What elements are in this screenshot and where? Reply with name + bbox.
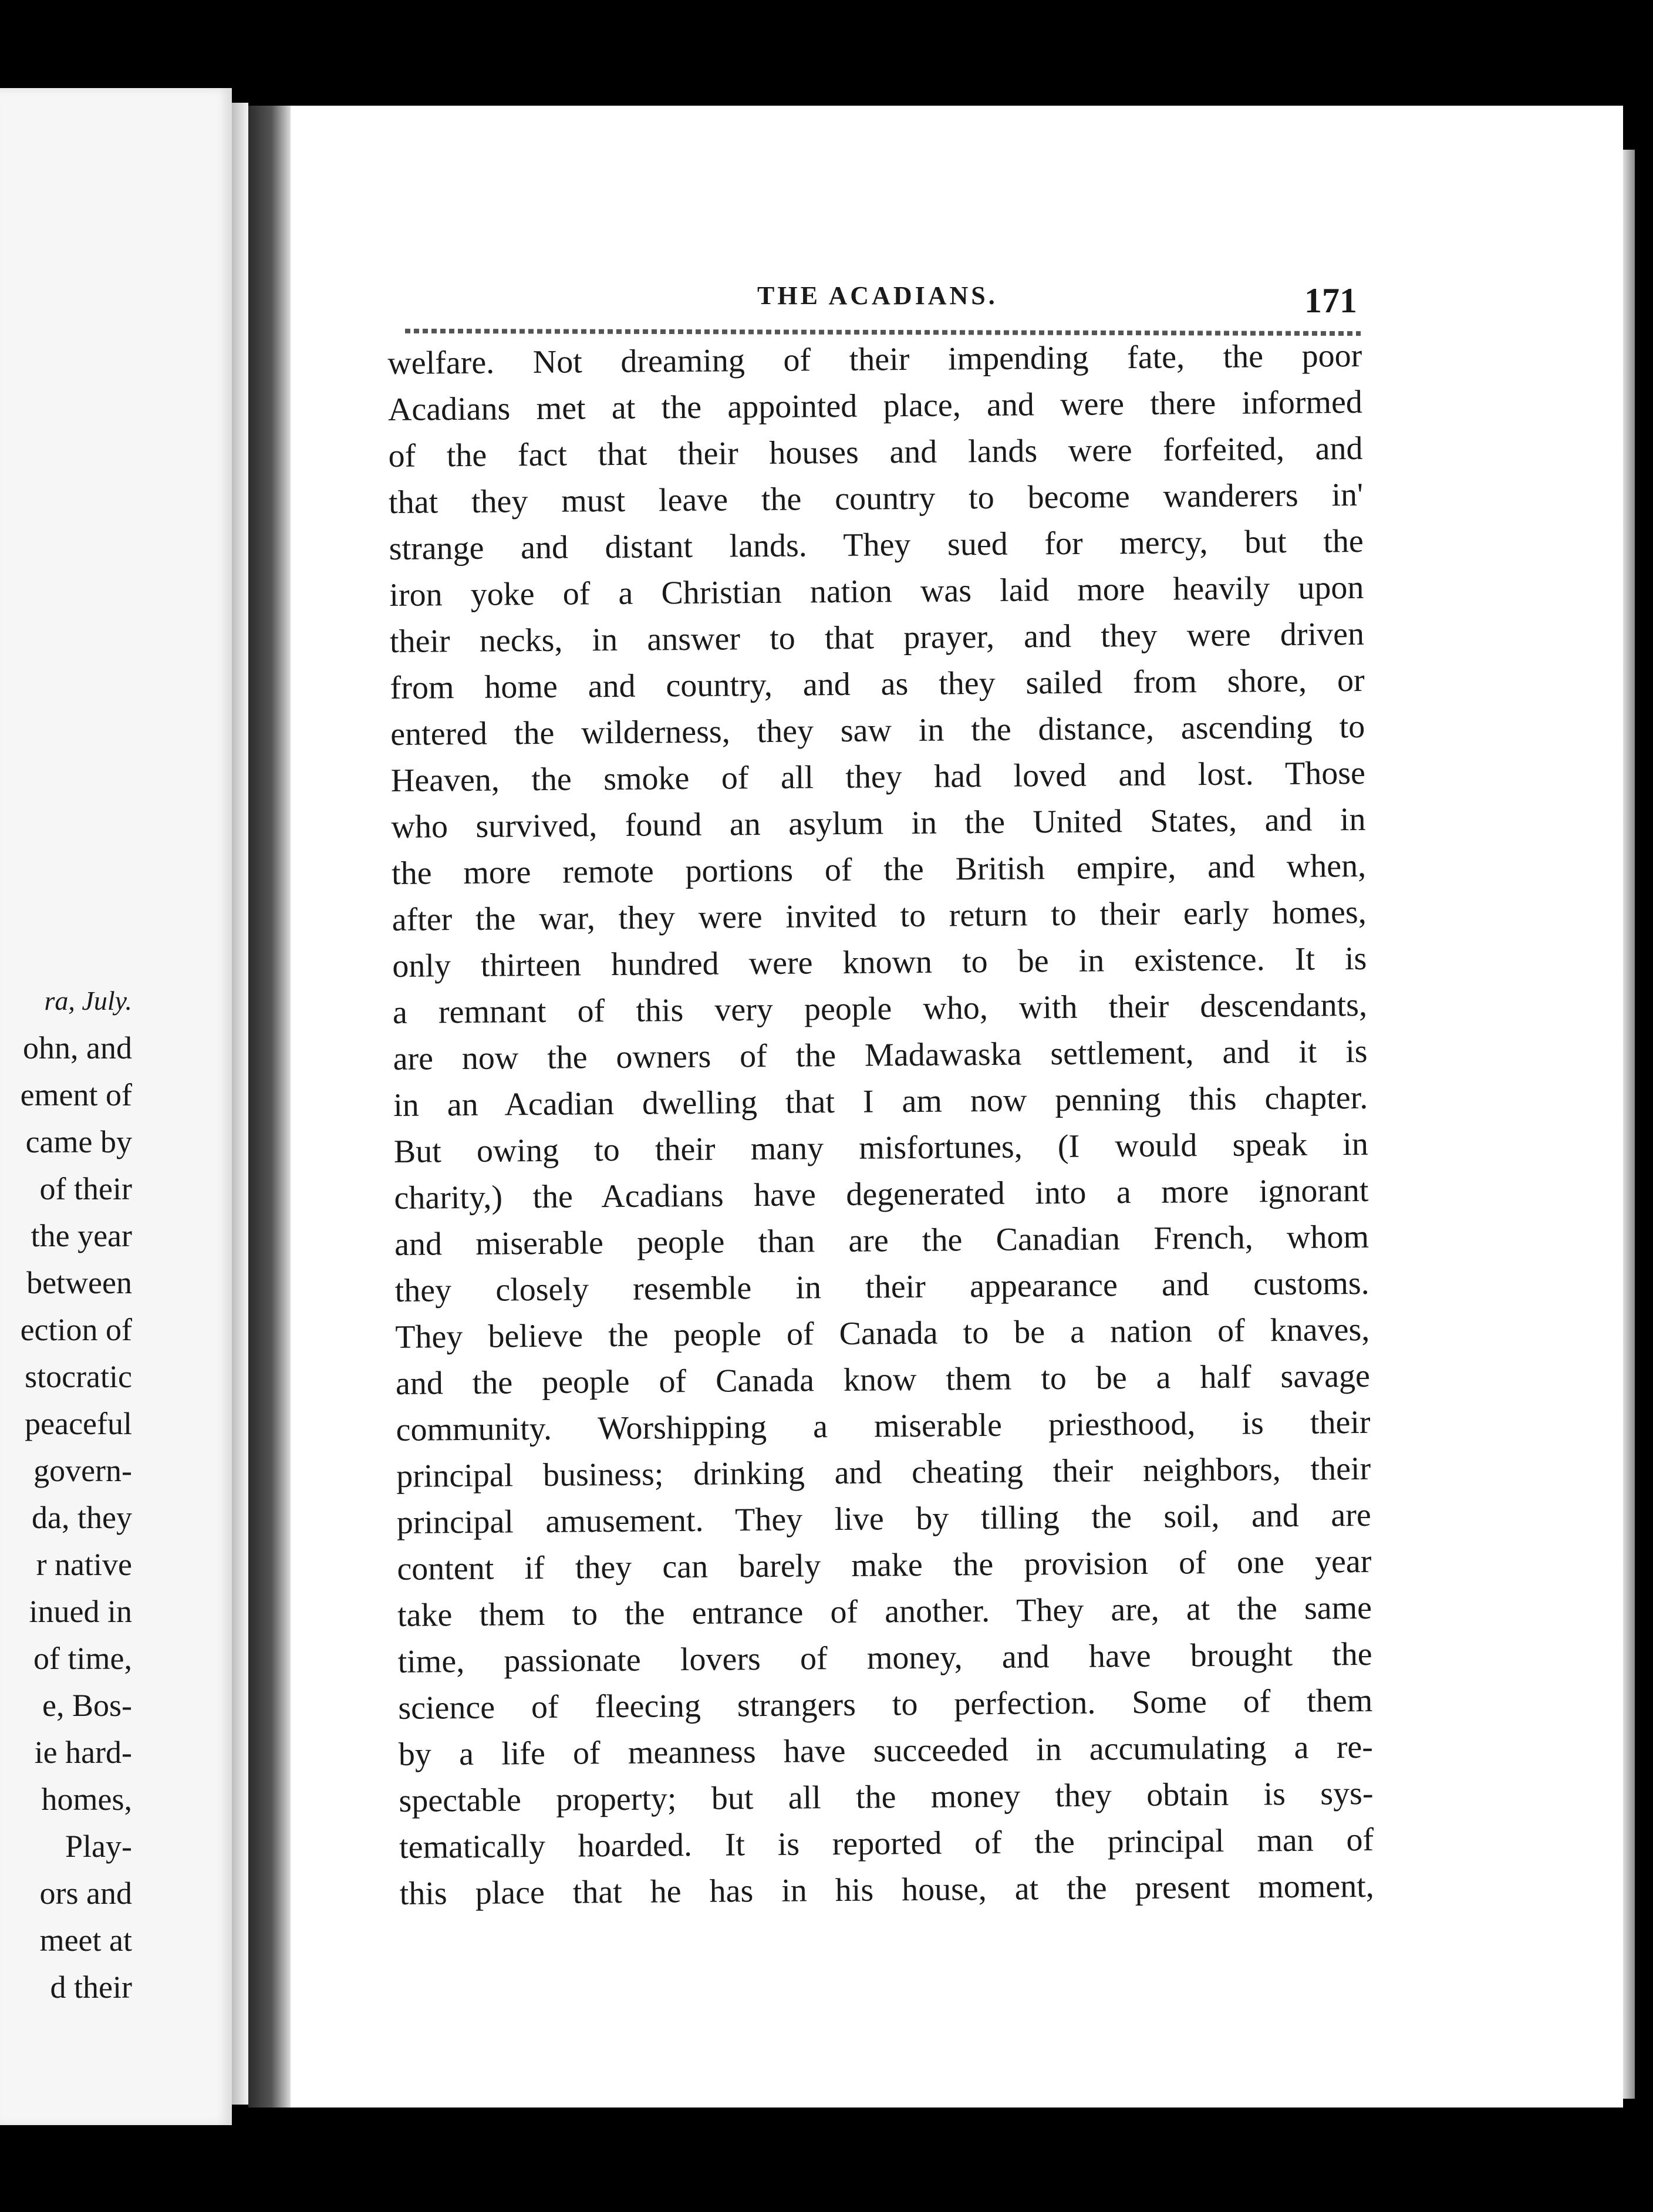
text-line: their necks, in answer to that prayer, and they were driven [389, 615, 1365, 660]
left-page-line: of their [39, 1171, 132, 1206]
left-page-line: ors and [39, 1876, 132, 1911]
left-page-line: stocratic [25, 1359, 132, 1394]
text-line: this place that he has in his house, at the present moment, [399, 1867, 1374, 1912]
text-line: are now the owners of the Madawaska settlement, and it is [393, 1033, 1368, 1077]
text-line: But owing to their many misfortunes, (I would speak in [393, 1125, 1369, 1170]
left-page-line: inued in [29, 1594, 132, 1629]
text-line: of the fact that their houses and lands were forfeited, and [388, 430, 1363, 474]
text-line: science of fleecing strangers to perfection. Some of them [398, 1682, 1373, 1727]
left-page-line: ohn, and [23, 1030, 132, 1065]
text-line: strange and distant lands. They sued for mercy, but the [389, 522, 1364, 567]
text-line: time, passionate lovers of money, and have brought the [397, 1636, 1372, 1680]
page-number: 171 [1304, 281, 1357, 320]
text-line: by a life of meanness have succeeded in accumulating a re- [398, 1728, 1374, 1773]
text-line: Acadians met at the appointed place, and were there informed [387, 383, 1363, 428]
text-line: from home and country, and as they sailed from shore, or [390, 662, 1365, 706]
left-page [0, 88, 232, 2125]
text-line: after the war, they were invited to return to their early homes, [392, 893, 1367, 938]
text-line: principal business; drinking and cheating their neighbors, their [396, 1450, 1371, 1495]
text-line: who survived, found an asylum in the United States, and in [391, 801, 1366, 845]
left-page-line: between [26, 1265, 132, 1300]
running-head: THE ACADIANS. [757, 281, 998, 310]
book-gutter [248, 106, 291, 2108]
left-page-line: ement of [20, 1077, 132, 1112]
text-line: entered the wilderness, they saw in the distance, ascending to [390, 708, 1365, 753]
left-page-line: govern- [33, 1453, 132, 1488]
left-page-line: meet at [39, 1923, 132, 1958]
left-page-line: ection of [20, 1312, 132, 1347]
left-page-line: da, they [32, 1500, 132, 1535]
text-line: that they must leave the country to become wanderers in' [388, 476, 1364, 521]
left-page-edge [232, 103, 248, 2105]
text-line: content if they can barely make the provision of one year [397, 1543, 1372, 1587]
text-line: and the people of Canada know them to be a half savage [395, 1357, 1371, 1402]
left-page-line: ie hard- [34, 1735, 132, 1770]
right-page-edge [1623, 150, 1635, 2099]
left-page-line: homes, [41, 1782, 132, 1817]
left-page-line: peaceful [25, 1406, 132, 1441]
left-page-line: the year [31, 1218, 132, 1253]
text-line: welfare. Not dreaming of their impending fate, the poor [387, 337, 1362, 382]
text-line: tematically hoarded. It is reported of the principal man of [399, 1821, 1374, 1866]
left-page-line: of time, [33, 1641, 132, 1676]
text-line: a remnant of this very people who, with their descendants, [392, 986, 1368, 1031]
body-text [387, 333, 1375, 1984]
text-line: spectable property; but all the money they obtain is sys- [399, 1775, 1374, 1819]
text-line: Heaven, the smoke of all they had loved and lost. Those [390, 754, 1366, 799]
left-page-line: e, Bos- [42, 1688, 132, 1723]
text-line: take them to the entrance of another. They are, at the same [397, 1589, 1372, 1634]
text-line: They believe the people of Canada to be a nation of knaves, [395, 1311, 1370, 1355]
text-line: they closely resemble in their appearance and customs. [394, 1265, 1369, 1309]
left-page-line: r native [36, 1547, 132, 1582]
left-page-line: came by [25, 1124, 132, 1159]
text-line: principal amusement. They live by tilling the soil, and are [396, 1496, 1372, 1541]
text-line: the more remote portions of the British empire, and when, [391, 847, 1367, 892]
text-line: only thirteen hundred were known to be in existence. It is [392, 940, 1367, 984]
text-line: iron yoke of a Christian nation was laid more heavily upon [389, 569, 1364, 613]
text-line: charity,) the Acadians have degenerated into a more ignorant [394, 1172, 1369, 1216]
left-page-line: Play- [65, 1829, 132, 1864]
text-line: and miserable people than are the Canadian French, whom [394, 1218, 1369, 1263]
text-line: in an Acadian dwelling that I am now penning this chapter. [393, 1079, 1368, 1124]
left-page-line: ra, July. [44, 986, 132, 1016]
text-line: community. Worshipping a miserable priesthood, is their [396, 1404, 1371, 1448]
left-page-line: d their [50, 1970, 132, 2005]
